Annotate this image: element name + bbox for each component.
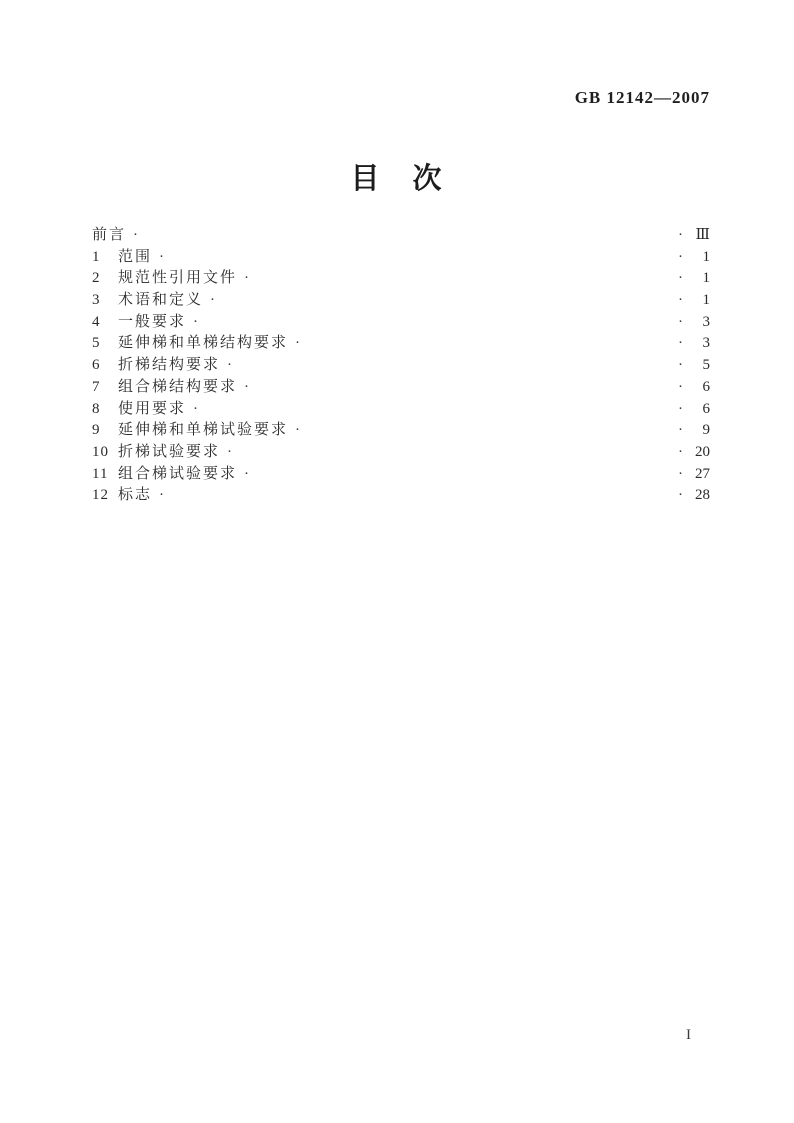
toc-entry: [92, 266, 710, 288]
toc-entry-title: 标志: [118, 487, 153, 504]
toc-entry-title: 规范性引用文件: [118, 270, 238, 287]
toc-entry-page: 27: [695, 465, 710, 482]
toc-page-dot: ·: [678, 400, 683, 417]
toc-entry-page: 28: [695, 487, 710, 504]
toc-entry-number: 10: [92, 443, 109, 460]
table-of-contents: [92, 223, 710, 505]
toc-entry-page: 5: [702, 357, 710, 374]
toc-entry-number: 12: [92, 487, 109, 504]
toc-page-dot: ·: [678, 270, 683, 287]
toc-entry-title: 一般要求: [118, 313, 187, 330]
toc-entry-page: 1: [702, 248, 710, 265]
toc-leader-dot: ·: [193, 400, 199, 417]
toc-entry-title: 前言: [92, 227, 127, 243]
toc-entry-title: 术语和定义: [118, 292, 204, 309]
toc-entry-page: Ⅲ: [695, 227, 710, 243]
toc-entry-title: 折梯结构要求: [118, 357, 221, 374]
toc-leader-dot: ·: [244, 270, 250, 287]
toc-entry-number: 4: [92, 313, 101, 330]
toc-entry-title: 延伸梯和单梯结构要求: [118, 335, 289, 352]
toc-leader-dot: ·: [295, 335, 301, 352]
toc-entry: [92, 397, 710, 419]
toc-leader-dot: ·: [244, 378, 250, 395]
toc-page-dot: ·: [678, 335, 683, 352]
toc-entry-title: 延伸梯和单梯试验要求: [118, 422, 289, 439]
toc-entry-number: 3: [92, 292, 101, 309]
toc-page-dot: ·: [678, 292, 683, 309]
toc-leader-dot: ·: [227, 443, 233, 460]
toc-entry-number: 1: [92, 248, 101, 265]
toc-entry: [92, 483, 710, 505]
toc-entry-number: 2: [92, 270, 101, 287]
toc-entry-page: 6: [702, 400, 710, 417]
toc-entry: [92, 310, 710, 332]
toc-entry-page: 6: [702, 378, 710, 395]
toc-entry-page: 1: [702, 270, 710, 287]
toc-leader-dot: ·: [193, 313, 199, 330]
toc-entry-number: 8: [92, 400, 101, 417]
toc-entry-title: 使用要求: [118, 400, 187, 417]
toc-entry-title: 组合梯结构要求: [118, 378, 238, 395]
toc-page-dot: ·: [678, 313, 683, 330]
toc-entry-title: 组合梯试验要求: [118, 465, 238, 482]
toc-entry-page: 1: [702, 292, 710, 309]
toc-entry: [92, 440, 710, 462]
toc-entry: [92, 288, 710, 310]
toc-entry-number: 7: [92, 378, 101, 395]
toc-entry: [92, 462, 710, 484]
toc-page-dot: ·: [678, 422, 683, 439]
toc-leader-dot: ·: [133, 227, 139, 243]
toc-entry-title: 折梯试验要求: [118, 443, 221, 460]
toc-page-dot: ·: [678, 357, 683, 374]
toc-entry-number: 9: [92, 422, 101, 439]
toc-entry-page: 3: [702, 335, 710, 352]
toc-entry-title: 范围: [118, 248, 153, 265]
toc-page-dot: ·: [678, 227, 683, 243]
toc-page-dot: ·: [678, 248, 683, 265]
standard-code: GB 12142—2007: [574, 88, 710, 107]
toc-leader-dot: ·: [210, 292, 216, 309]
toc-entry-page: 3: [702, 313, 710, 330]
page-title: 目 次: [350, 163, 444, 195]
toc-leader-dot: ·: [159, 248, 165, 265]
toc-entry: [92, 375, 710, 397]
toc-entry-page: 20: [695, 443, 710, 460]
footer-page-number: I: [686, 1027, 691, 1043]
toc-entry-number: 11: [92, 465, 109, 482]
toc-entry: [92, 223, 710, 245]
toc-page-dot: ·: [678, 465, 683, 482]
toc-entry-number: 6: [92, 357, 101, 374]
toc-entry: [92, 245, 710, 267]
toc-entry: [92, 418, 710, 440]
toc-entry-page: 9: [702, 422, 710, 439]
toc-entry: [92, 353, 710, 375]
toc-page-dot: ·: [678, 487, 683, 504]
toc-entry: [92, 331, 710, 353]
toc-leader-dot: ·: [227, 357, 233, 374]
toc-leader-dot: ·: [295, 422, 301, 439]
toc-leader-dot: ·: [244, 465, 250, 482]
toc-leader-dot: ·: [159, 487, 165, 504]
toc-entry-number: 5: [92, 335, 101, 352]
toc-page-dot: ·: [678, 443, 683, 460]
toc-page-dot: ·: [678, 378, 683, 395]
